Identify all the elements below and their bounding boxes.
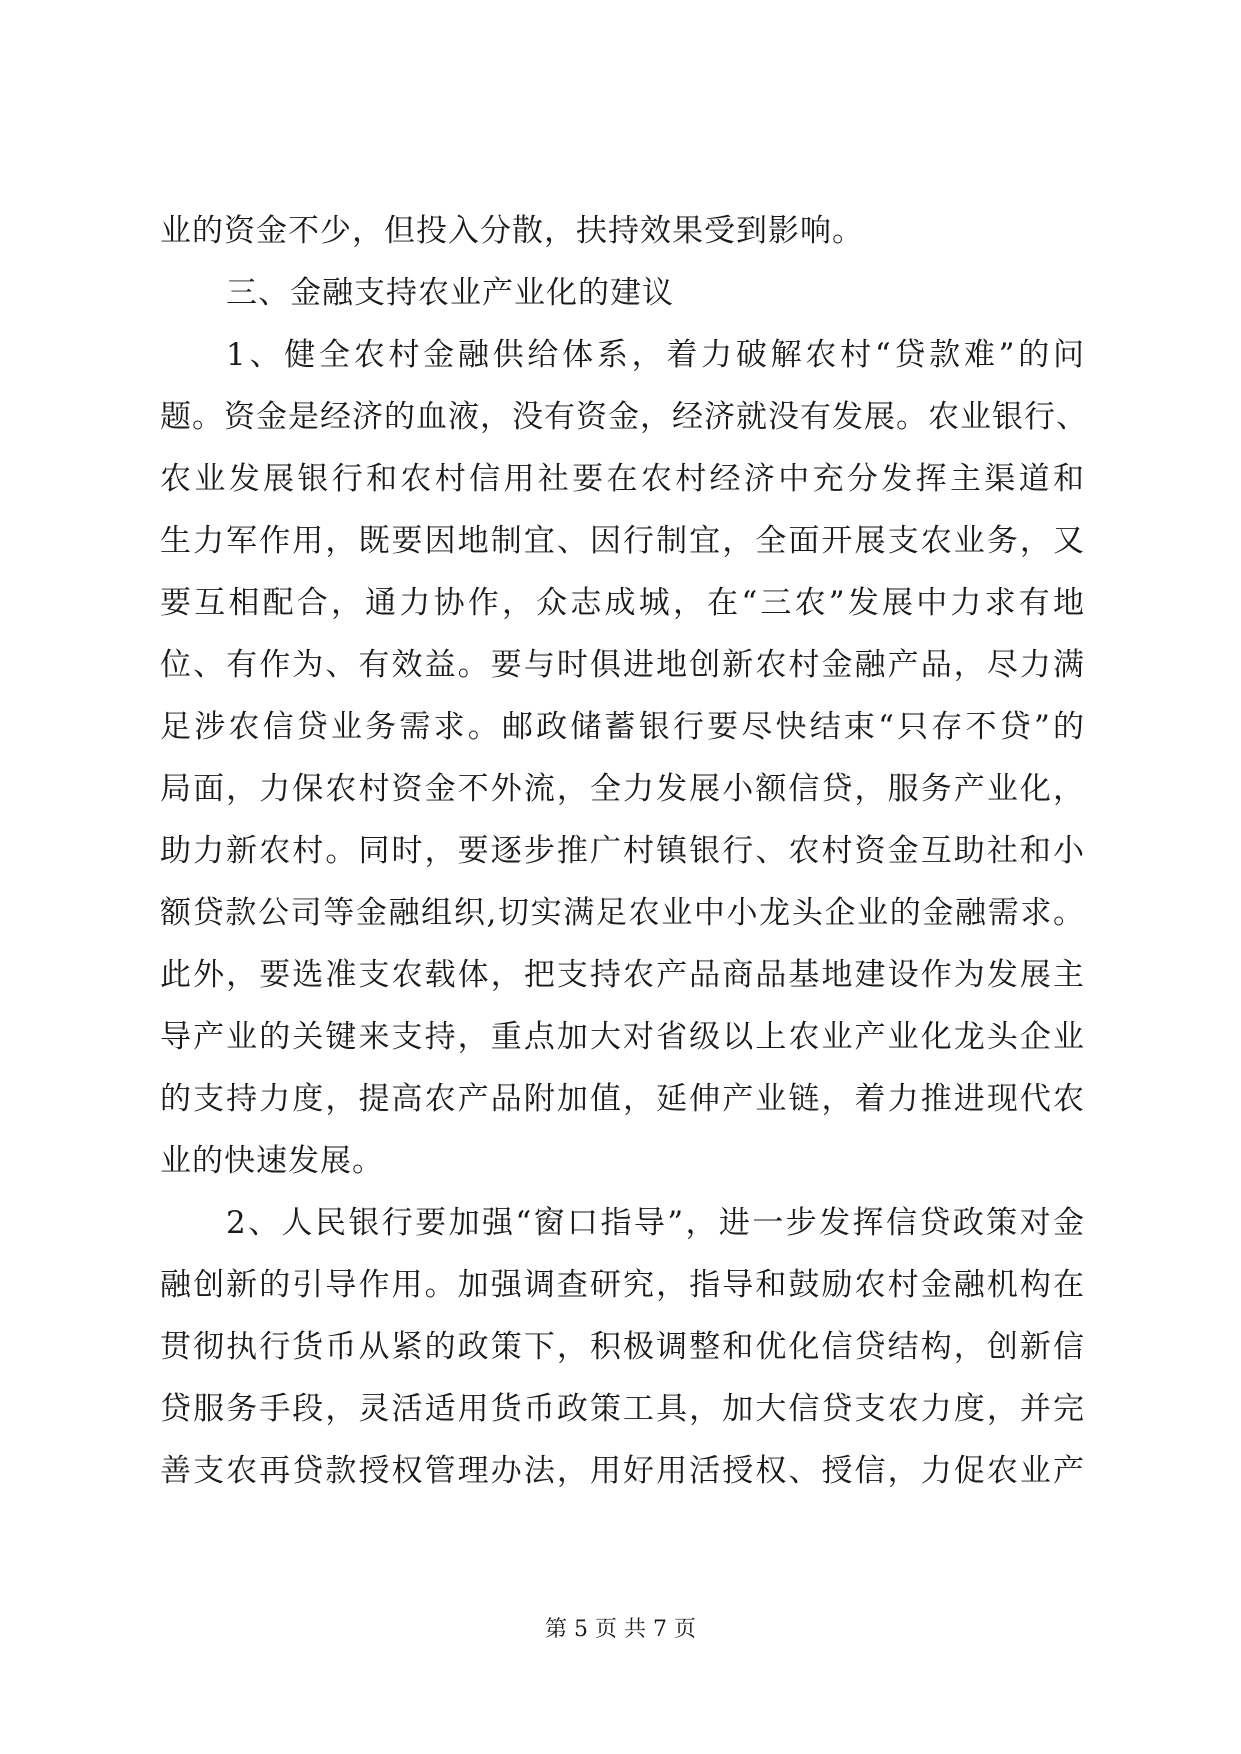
paragraph-line: 融创新的引导作用。加强调查研究，指导和鼓励农村金融机构在	[160, 1267, 1085, 1303]
paragraph-line: 题。资金是经济的血液，没有资金，经济就没有发展。农业银行、	[160, 399, 1088, 435]
paragraph-line: 助力新农村。同时，要逐步推广村镇银行、农村资金互助社和小	[160, 833, 1085, 869]
page-number-footer: 第 5 页 共 7 页	[545, 1617, 696, 1642]
paragraph-line: 农业发展银行和农村信用社要在农村经济中充分发挥主渠道和	[160, 461, 1085, 497]
paragraph-line: 2、人民银行要加强“窗口指导”，进一步发挥信贷政策对金	[226, 1205, 1085, 1241]
paragraph-line: 的支持力度，提高农产品附加值，延伸产业链，着力推进现代农	[160, 1081, 1085, 1117]
paragraph-line: 生力军作用，既要因地制宜、因行制宜，全面开展支农业务，又	[160, 523, 1085, 559]
paragraph-line: 1、健全农村金融供给体系，着力破解农村“贷款难”的问	[226, 337, 1085, 373]
paragraph-line: 业的快速发展。	[160, 1143, 384, 1179]
paragraph-line: 足涉农信贷业务需求。邮政储蓄银行要尽快结束“只存不贷”的	[160, 709, 1085, 745]
paragraph-line: 此外，要选准支农载体，把支持农产品商品基地建设作为发展主	[160, 957, 1085, 993]
paragraph-line: 位、有作为、有效益。要与时俱进地创新农村金融产品，尽力满	[160, 647, 1085, 683]
paragraph-line: 业的资金不少，但投入分散，扶持效果受到影响。	[160, 213, 864, 249]
paragraph-line: 额贷款公司等金融组织,切实满足农业中小龙头企业的金融需求。	[160, 895, 1085, 931]
paragraph-line: 贷服务手段，灵活适用货币政策工具，加大信贷支农力度，并完	[160, 1391, 1085, 1427]
paragraph-line: 贯彻执行货币从紧的政策下，积极调整和优化信贷结构，创新信	[160, 1329, 1085, 1365]
paragraph-line: 局面，力保农村资金不外流，全力发展小额信贷，服务产业化，	[160, 771, 1085, 807]
paragraph-line: 善支农再贷款授权管理办法，用好用活授权、授信，力促农业产	[160, 1453, 1085, 1489]
section-heading: 三、金融支持农业产业化的建议	[226, 275, 674, 311]
paragraph-line: 导产业的关键来支持，重点加大对省级以上农业产业化龙头企业	[160, 1019, 1085, 1055]
document-body	[160, 200, 1088, 1502]
paragraph-line: 要互相配合，通力协作，众志成城，在“三农”发展中力求有地	[160, 585, 1085, 621]
